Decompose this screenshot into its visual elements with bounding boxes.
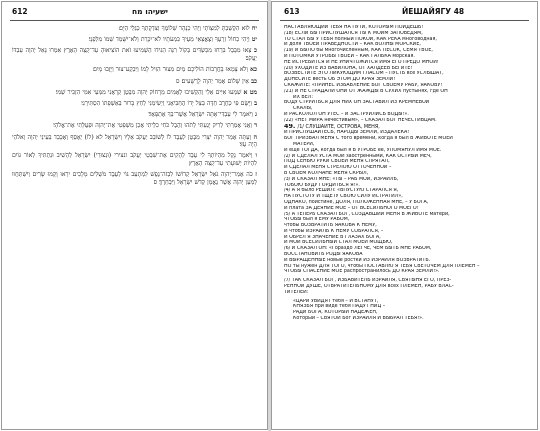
line-text: /19/ И БЫЛО бы многочисленным, КАК ПЕСОК, СЕМЯ ТВОЕ, xyxy=(284,48,433,54)
line-text: И плата ЗА ДЕЯНИЕ МОЕ – ОТ ВСЕСИЛЬНОГО МОЕГО! xyxy=(284,205,419,211)
hebrew-verse xyxy=(12,100,257,108)
line-text: И ПРИСЛУШАЙТЕСЬ, НАРОДЫ ЗЕМЛИ, ИЗДАЛЕКА! xyxy=(284,130,410,136)
verse-number: כא xyxy=(250,66,257,74)
line-text: И ОБРЕЛ Я ЗНАЧЕНИЕ В ГЛАЗАХ БОГА, xyxy=(284,234,381,240)
verse-text: שִׁמְעוּ אִיִּים אֵלַי וְהַקְשִׁיבוּ לְאֻמִּים מֵרָחוֹק יְהוָה מִבֶּטֶן קְרָאָנִי מִמְּעֵי אִמִּי הִזְכִּיר שְׁמִי׃ xyxy=(55,88,244,96)
left-running-head xyxy=(12,7,257,19)
verse-text: וַיֹּאמֶר לִי עַבְדִּי־אָתָּה יִשְׂרָאֵל אֲשֶׁר־בְּךָ אֶתְפָּאָר׃ xyxy=(148,111,255,119)
line-text: /1/ СЛУШАЙТЕ, ОСТРОВА, МЕНЯ, xyxy=(297,123,380,130)
line-text: ИХ ВЕЛ: xyxy=(293,94,313,100)
line-text: «ЦАРИ УВИДЯТ тебя – И ВСТАНУТ, xyxy=(293,298,379,304)
line-text: НО ты нужен ДЛЯ ТОГО, чтобы ПОСТАВЛЮ Я ТЕБЯ СВЕТОЧЕМ ДЛЯ ПЛЕМЕН – xyxy=(284,263,480,269)
hebrew-verse xyxy=(12,66,257,74)
right-page-number: 613 xyxy=(284,7,300,16)
line-text: И ПОТОМКИ УТРОБЫ ТВОЕЙ – КАК ГАЛЬКА морская. xyxy=(284,53,415,59)
verse-text: צְאוּ מִבָּבֶל בִּרְחוּ מִכַּשְׂדִּים בְּקוֹל רִנָּה הַגִּידוּ הַשְׁמִיעוּ זֹאת הוֹצִיאוּהָ עַד־קְצֵה הָאָרֶץ אִמְרוּ גָּאַל יְהוָה עַבְדּוֹ יַעֲקֹב׃ xyxy=(12,47,257,63)
line-text: /18/ ЕСЛИ БЫ ПРИСЛУШАЛСЯ ТЫ К МОИМ ЗАПОВЕДЯМ, xyxy=(284,30,423,36)
line-text: ЧТОБЫ был я ЕМУ РАБОМ, xyxy=(284,217,350,223)
line-text: НАСТАВЛЯЮЩИЙ ТЕБЯ НА ПУТИ, КОТОРЫМ ПОЙДЕШЬ! xyxy=(284,25,424,30)
verse-number: כב xyxy=(251,77,257,85)
line-text: /22/ «НЕТ МИРА нечестивым», – СКАЗАЛ БОГ НЕЧЕСТИВЦАМ. xyxy=(284,117,437,123)
line-text: ОДНАКО, поистине, ДОЛЯ, ПОЛОЖЕННАЯ МНЕ, – У БОГА, xyxy=(284,199,429,205)
hebrew-text-column xyxy=(12,25,257,423)
right-page xyxy=(271,1,538,430)
line-text: И РАСКОЛОЛ ОН УТЕС – И ЗАСТРУИЛИСЬ ВОДЫ!». xyxy=(284,111,409,117)
line-text: /3/ И СКАЗАЛ МНЕ: «ТЫ – РАБ МОЙ, ИЗРАИЛЬ, xyxy=(284,176,399,182)
verse-text: וְעַתָּה אָמַר יְהוָה יֹצְרִי מִבֶּטֶן לְעֶבֶד לוֹ לְשׁוֹבֵב יַעֲקֹב אֵלָיו וְיִשְׂרָאֵל לא (לוֹ) יֵאָסֵף וְאֶכָּבֵד בְּעֵינֵי יְהוָה וֵאלֹהַי הָיָה עֻזִּי׃ xyxy=(12,133,257,149)
line-text: /2/ И СДЕЛАЛ УСТА МОИ заостренными, КАК ОСТРЫЙ МЕЧ, xyxy=(284,153,432,159)
line-text: ВОДУ СТРУИТЬСЯ ДЛЯ НИХ ОН ЗАСТАВИЛ ИЗ КРЕМНЕВОЙ xyxy=(284,100,430,106)
left-page xyxy=(1,1,268,430)
verse-number: כ xyxy=(254,47,257,55)
line-text: СКАЖИТЕ: «ПРИНЕС ИЗБАВЛЕНИЕ БОГ СВОЕМУ РАБУ, ЯАКОВУ! xyxy=(284,82,443,88)
verse-text: כֹּה אָמַר־יְהוָה גֹּאֵל יִשְׂרָאֵל קְדוֹשׁוֹ לִבְזֹה־נֶפֶשׁ לִמְתָעֵב גּוֹי לְעֶבֶד מֹשְׁלִים מְלָכִים יִרְאוּ וָקָמוּ שָׂרִים וְיִשְׁתַּחֲווּ לְמַעַן יְהוָה אֲשֶׁר נֶאֱמָן קְדֹשׁ יִשְׂרָאֵל וַיִּבְחָרֶךָּ׃ ס xyxy=(12,171,257,187)
line-text: И СДЕЛАЛ МЕНЯ СТРЕЛОЮ ОТТОЧЕННОЙ – xyxy=(284,165,392,171)
line-text: МАТЕРИ, xyxy=(293,141,315,147)
hebrew-verse xyxy=(12,47,257,62)
verse-text: וַיֹּאמֶר נָקֵל מִהְיוֹתְךָ לִי עֶבֶד לְהָקִים אֶת־שִׁבְטֵי יַעֲקֹב ונצירי (וּנְצוּרֵי) יִשְׂרָאֵל לְהָשִׁיב וּנְתַתִּיךָ לְאוֹר גּוֹיִם לִהְיוֹת יְשׁוּעָתִי עַד־קְצֵה הָאָרֶץ׃ xyxy=(12,152,257,168)
hebrew-verse xyxy=(12,111,257,119)
line-text: ТОБОЮ БУДУ ГОРДИТЬСЯ Я!». xyxy=(284,182,360,188)
verse-number: ז xyxy=(255,171,257,179)
line-text: /7/ ТАК СКАЗАЛ БОГ, ИЗБАВИТЕЛЬ ИЗРАИЛЯ, СВЯТЫНЯ ЕГО, ПРЕЗ- xyxy=(284,278,452,284)
hebrew-verse xyxy=(12,25,257,33)
verse-text: לוּא הִקְשַׁבְתָּ לְמִצְוֹתָי וַיְהִי כַנָּהָר שְׁלוֹמֶךָ וְצִדְקָתְךָ כְּגַלֵּי הַיָּם׃ xyxy=(119,25,252,32)
line-text: СКАЛЫ, xyxy=(293,106,313,112)
verse-number: ה xyxy=(253,133,257,141)
line-text: Который – СВЯТОЙ Бог ИЗРАИЛЯ И ВЫБРАЛ ТЕБЯ!». xyxy=(293,316,424,322)
russian-text-column xyxy=(284,25,527,423)
line-text: ВОЗВЕСТИТЕ ЭТО ЛИКУЮЩИМ ГЛАСОМ – ПУСТЬ все УСЛЫШАТ, xyxy=(284,71,444,77)
line-text: И ВЫРАЩЕННЫЕ новые ростки ИЗ ИЗРАИЛЯ ВОЗВРАТИТЬ. xyxy=(284,257,431,263)
verse-text: אֵין שָׁלוֹם אָמַר יְהוָה לָרְשָׁעִים׃ ס xyxy=(176,77,252,85)
line-text: КНЯЗЬЯ при виде тебя ПАДУТ НИЦ – xyxy=(293,304,386,310)
verse-number: מט א xyxy=(243,88,257,96)
line-text: В СВОЕМ КОЛЧАНЕ МЕНЯ СКРЫЛ, xyxy=(284,170,369,176)
line-text: ВОССТАНОВИТЬ РОДЫ ЯАКОВА xyxy=(284,252,363,258)
line-text: И МОЙ ВСЕСИЛЬНЫЙ СТАЛ МОЕЙ МОЩЬЮ, xyxy=(284,240,393,246)
left-page-number: 612 xyxy=(12,7,28,16)
line-text: РАДИ БОГА, КОТОРЫЙ НАДЕЖЕН, xyxy=(293,310,378,316)
line-text: /5/ А ТЕПЕРЬ СКАЗАЛ БОГ, СОЗДАВШИЙ МЕНЯ В ЖИВОТЕ матери, xyxy=(284,211,450,217)
hebrew-verse xyxy=(12,36,257,44)
hebrew-verse xyxy=(12,78,257,86)
line-text: БОГ ПРИЗВАЛ МЕНЯ С того времени, когда я был В ЖИВОТЕ МОЕЙ xyxy=(284,136,453,142)
left-header-rule xyxy=(10,20,259,21)
verse-number: יח xyxy=(251,25,257,32)
hebrew-verse xyxy=(12,171,257,186)
right-running-title: ЙЕШАЙЯГУ 48 xyxy=(402,7,465,16)
line-text: ТИТЕЛЕЙ: xyxy=(284,289,309,295)
hebrew-verse xyxy=(12,134,257,149)
line-text: НА ПУСТОТУ И ТЩЕТУ СВОЮ СИЛУ ИСТРАТИЛ», xyxy=(284,194,403,200)
line-text: ТО СТАЛ БЫ У ТЕБЯ полный ПОКОЙ, КАК РЕКА многоводная, xyxy=(284,36,437,42)
left-running-title: ישעיהו מח xyxy=(132,7,169,16)
translation-line xyxy=(284,124,527,131)
verse-number: ו xyxy=(255,152,257,160)
line-text: НЕ ИСТРЕБИТСЯ И НЕ УНИЧТОЖИТСЯ ИМЯ ЕГО ПРЕДО МНОЙ! xyxy=(284,59,439,65)
chapter-number: 49. xyxy=(284,123,298,130)
line-text: /21/ И НЕ СТРАДАЛИ ОНИ ОТ ЖАЖДЫ В СУХИХ пустынях, где ОН xyxy=(284,88,448,94)
verse-text: וַיְהִי כַחוֹל זַרְעֶךָ וְצֶאֱצָאֵי מֵעֶיךָ כִּמְעֹתָיו לֹא־יִכָּרֵת וְלֹא־יִשָּׁמֵד שְׁמוֹ מִלְּפָנָי׃ xyxy=(88,36,252,44)
hebrew-verse xyxy=(12,152,257,167)
line-text: ПОД СЕНЬЮ РУКИ СВОЕЙ МЕНЯ СПРЯТАЛ, xyxy=(284,159,390,165)
line-text: И чтобы ИЗРАИЛЬ К НЕМУ СОБРАЛСЯ, – xyxy=(284,228,384,234)
line-text: ДОНЕСИТЕ весть ОБ ЭТОМ ДО КРАЯ ЗЕМЛИ! xyxy=(284,77,396,83)
right-running-head xyxy=(282,7,527,19)
line-text: /6/ И СКАЗАЛ ОН: «Гораздо ЛЕГЧЕ, ЧЕМ БЫТЬ МНЕ РАБОМ, xyxy=(284,246,432,252)
right-header-rule xyxy=(280,20,529,21)
hebrew-verse xyxy=(12,122,257,130)
verse-number: יט xyxy=(251,36,257,44)
verse-number: ב xyxy=(254,99,257,107)
line-text: /4/ А Я было РЕШИЛ: «ВПУСТУЮ СТАРАЛСЯ Я, xyxy=(284,188,399,194)
line-text: чтобы ВОЗВРАТИТЬ ЯАКОВА К НЕМУ, xyxy=(284,223,377,229)
verse-number: ד xyxy=(254,122,257,130)
line-text: РЕННОЙ ДУШЕ, ОТВРАТИТЕЛЬНОМУ ДЛЯ всех ПЛЕМЕН, РАБУ ВЛАС- xyxy=(284,284,454,290)
line-text: И еще ТОГДА, когда был я В УТРОБЕ ее, УПОМЯНУЛ ИМЯ МОЕ. xyxy=(284,147,442,153)
line-text: ЧТОБЫ СПАСЕНИЕ МОЕ распространилось ДО КРАЯ ЗЕМЛИ!». xyxy=(284,269,440,275)
verse-number: ג xyxy=(254,111,257,119)
verse-text: וְלֹא צָמְאוּ בָּחֳרָבוֹת הוֹלִיכָם מַיִם מִצּוּר הִזִּיל לָמוֹ וַיִּבְקַע־צוּר וַיָּזֻבוּ מָיִם׃ xyxy=(93,66,251,74)
translation-line xyxy=(284,316,527,322)
line-text: /20/ УХОДИТЕ ИЗ ВАВИЛОНА, ОТ ХАЛДЕЕВ БЕГИТЕ! xyxy=(284,65,413,71)
verse-text: וַאֲנִי אָמַרְתִּי לְרִיק יָגַעְתִּי לְתֹהוּ וְהֶבֶל כֹּחִי כִלֵּיתִי אָכֵן מִשְׁפָּטִי אֶת־יְהוָה וּפְעֻלָּתִי אֶת־אֱלֹהָי׃ xyxy=(53,122,255,130)
verse-text: וַיָּשֶׂם פִּי כְּחֶרֶב חַדָּה בְּצֵל יָדוֹ הֶחְבִּיאָנִי וַיְשִׂימֵנִי לְחֵץ בָּרוּר בְּאַשְׁפָּתוֹ הִסְתִּירָנִי׃ xyxy=(81,99,255,107)
hebrew-verse xyxy=(12,89,257,97)
line-text: И доля ТВОЕЙ ПРАВЕДНОСТИ – КАК ВОЛНЫ МОРСКИЕ, xyxy=(284,42,421,48)
